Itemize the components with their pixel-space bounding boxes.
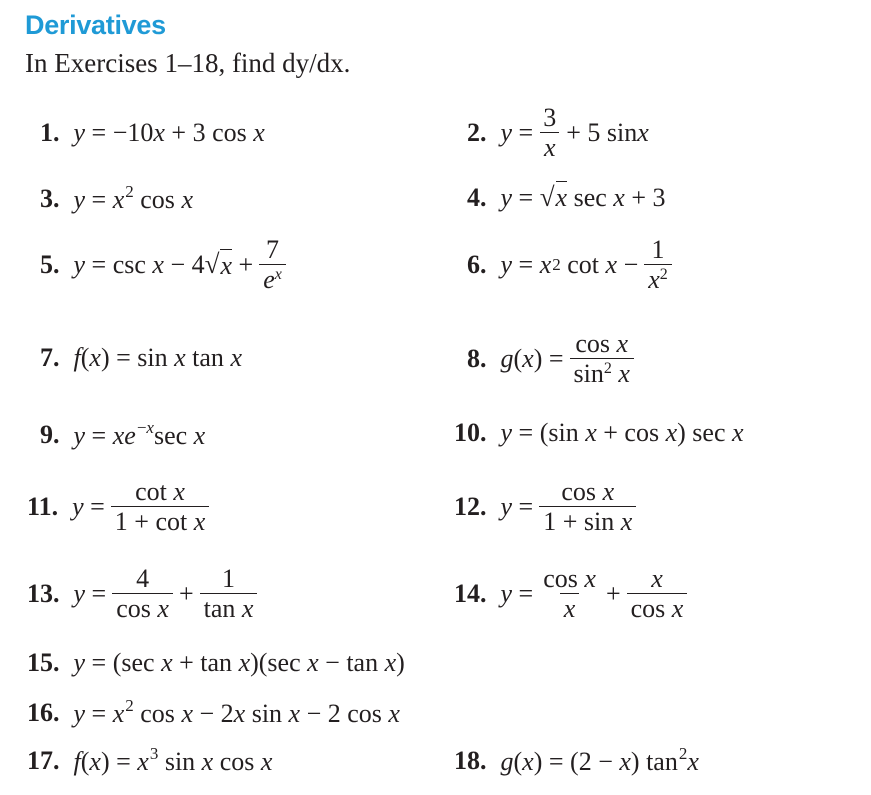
exercise-number: 5. (40, 249, 60, 279)
exercise-18 (454, 744, 699, 777)
exercise-9 (40, 418, 205, 451)
exercise-17 (27, 744, 272, 777)
exercise-16 (27, 696, 400, 729)
instructions: In Exercises 1–18, find dy/dx. (25, 48, 351, 78)
exercise-14 (454, 565, 693, 623)
exercise-expression: $y = x^2$ cos x − 2x sin x − 2 cos x (73, 696, 400, 728)
exercise-expression: y = csc x − 4 √ x + $\frac{7}{e^x}$ (74, 236, 292, 294)
exercise-number: 11. (27, 491, 59, 521)
exercise-expression: y = −10x + 3 cos x (73, 118, 265, 147)
section-heading: Derivatives (25, 10, 166, 40)
exercise-expression: y = (sin x + cos x) sec x (500, 418, 744, 447)
exercise-number: 14. (454, 578, 487, 608)
exercise-expression: f(x) = sin x tan x (73, 343, 242, 372)
exercise-number: 9. (40, 419, 60, 449)
exercise-number: 1. (40, 118, 60, 147)
exercise-12 (454, 478, 642, 536)
exercise-11 (27, 478, 215, 536)
exercise-7 (40, 343, 242, 373)
exercise-number: 2. (467, 117, 487, 147)
exercise-3 (40, 182, 193, 215)
exercise-number: 4. (467, 182, 487, 212)
exercise-15 (27, 648, 405, 678)
exercise-number: 10. (454, 418, 487, 447)
exercise-13 (27, 565, 263, 623)
exercise-expression: y = $\frac{3}{x}$ + 5 sin x (500, 103, 649, 163)
exercise-expression: g ( x ) = $\frac{\text{cos x}}{\sin^2 x}$ (501, 330, 640, 388)
exercise-expression: y = x 2 cot x − $\frac{1}{x^2}$ (501, 236, 678, 294)
exercise-number: 15. (27, 648, 60, 677)
exercise-expression: y = $\frac{\text{cot x}}{\text{1 + cot x}}$ (72, 478, 215, 536)
exercise-10 (454, 418, 744, 448)
exercise-1 (40, 118, 265, 148)
exercise-expression: y = (sec x + tan x)(sec x − tan x) (73, 648, 405, 677)
exercise-expression: y = $\frac{4}{\text{cos x}}$ + $\frac{1}{\text{tan x}}$ (74, 565, 264, 623)
exercise-2 (467, 104, 649, 162)
exercise-number: 13. (27, 578, 60, 608)
exercise-expression: $y = xe^{-x}\sec$ x (73, 418, 206, 450)
exercise-expression: $f(x) = x^3$ sin x cos x (73, 744, 273, 776)
exercise-expression: y = $\frac{\text{cos x}}{x}$ + $\frac{x}{\text{cos x}}$ (501, 565, 694, 623)
exercise-expression: y = $\frac{\text{cos x}}{\text{1 + sin x}}$ (501, 478, 643, 536)
exercise-number: 7. (40, 343, 60, 372)
exercise-number: 18. (454, 745, 487, 775)
exercise-number: 12. (454, 491, 487, 521)
exercise-number: 17. (27, 745, 60, 775)
exercise-number: 16. (27, 697, 60, 727)
exercise-expression: y = √x sec x + 3 (500, 182, 666, 212)
exercise-expression: g(x) = (2 − x) $\tan^2x$ (500, 744, 699, 776)
exercise-number: 6. (467, 249, 487, 279)
exercise-expression: $y = x^2$ cos x (73, 182, 193, 214)
exercise-4 (467, 182, 666, 213)
exercise-number: 3. (40, 183, 60, 213)
exercise-5 (40, 236, 292, 294)
exercise-number: 8. (467, 343, 487, 373)
exercise-8 (467, 330, 640, 388)
exercise-6 (467, 236, 678, 294)
